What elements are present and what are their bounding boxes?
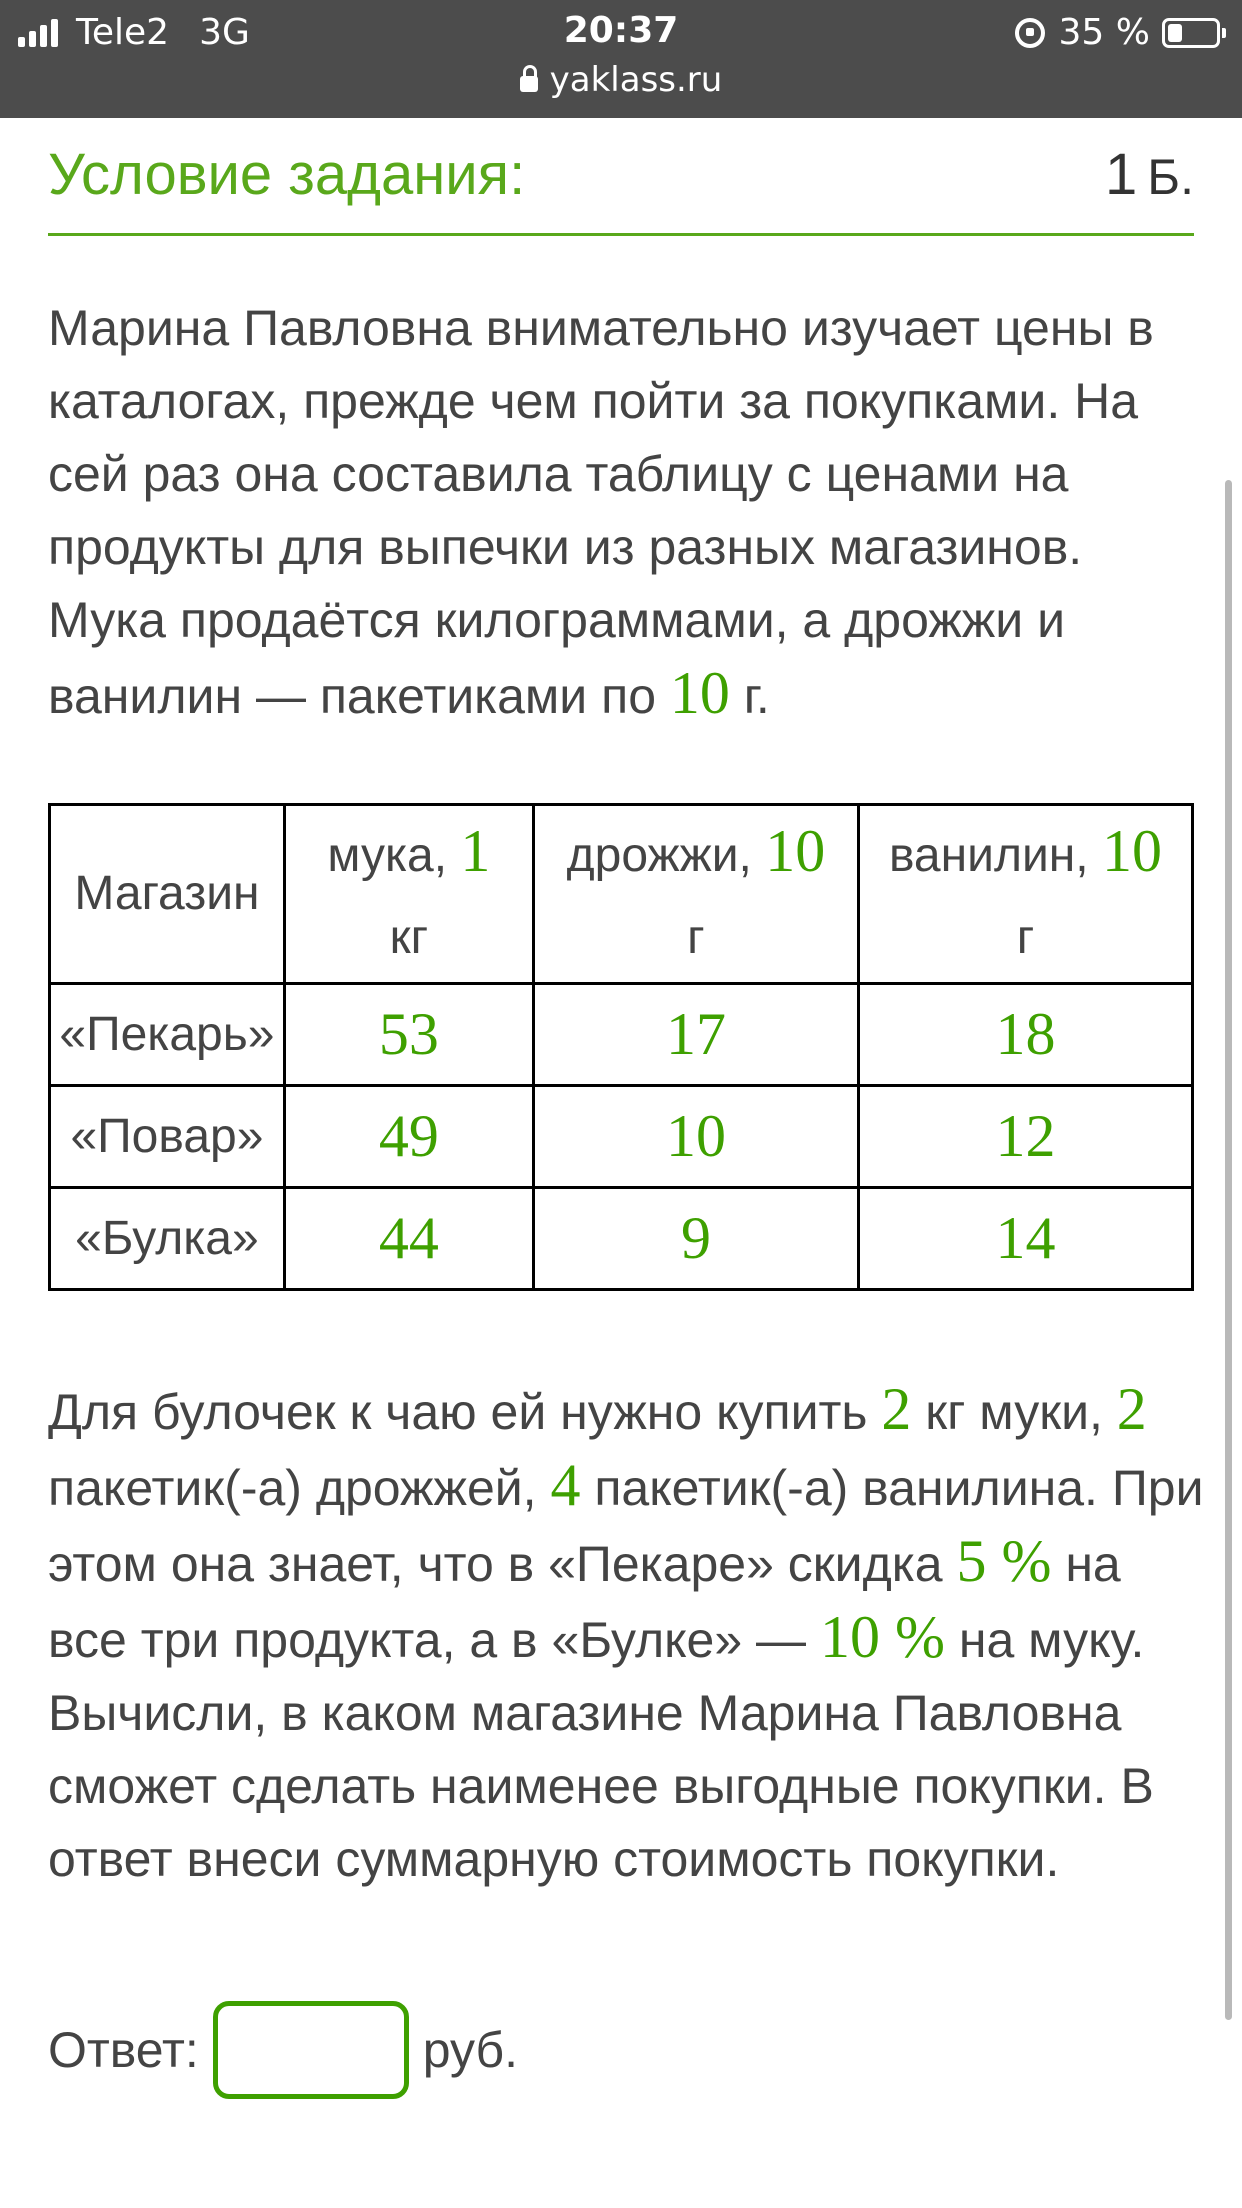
table-header-row [50,805,1193,984]
discount-pekar: 5 % [956,1528,1052,1594]
network-type: 3G [199,12,250,53]
header-yeast [533,805,858,984]
points [1105,141,1194,208]
table-row [50,1188,1193,1290]
answer-input[interactable] [213,2001,409,2099]
cell-flour: 53 [284,984,533,1086]
pack-unit: г. [729,668,770,724]
problem-text-3: пакетик(-а) дрожжей, [48,1460,551,1516]
answer-label: Ответ: [48,2022,199,2078]
cell-flour: 44 [284,1188,533,1290]
status-bar-right [1015,12,1220,53]
problem-text-5: на все три продукта, а в «Булке» — [48,1536,1121,1668]
cell-vanilla: 12 [858,1086,1192,1188]
points-value: 1 [1105,142,1138,207]
battery-level [1168,24,1182,42]
pack-size: 10 [669,660,730,726]
header-vanilla [858,805,1192,984]
clock: 20:37 [563,10,679,51]
rotation-lock-icon [1015,18,1045,48]
lock-icon [520,76,538,92]
header-flour-num: 1 [460,817,491,884]
problem-text-1: Для булочек к чаю ей нужно купить [48,1384,882,1440]
cell-store: «Повар» [50,1086,285,1188]
cell-yeast: 10 [533,1086,858,1188]
cell-flour: 49 [284,1086,533,1188]
cell-store: «Булка» [50,1188,285,1290]
header-flour [284,805,533,984]
vanilla-packs: 4 [550,1452,581,1518]
points-unit: Б. [1147,149,1194,205]
intro-text: Марина Павловна внимательно изучает цены в каталогах, прежде чем пойти за покупками. На сей раз она составила таблицу с ценами на продукты для выпечки из разных магазинов. Мука продаётся килограммами, а дрожжи и ванилин — пакетиками по [48,300,1154,724]
scrollbar[interactable] [1225,480,1232,2020]
battery-percent: 35 % [1058,12,1150,53]
price-table [48,803,1194,1291]
problem-paragraph [48,1373,1208,1896]
address-bar[interactable] [0,60,1242,100]
intro-paragraph [48,292,1208,733]
header-flour-label: мука, [327,828,461,882]
cell-yeast: 9 [533,1188,858,1290]
header-yeast-unit: г [687,910,705,964]
problem-text-2: кг муки, [911,1384,1117,1440]
discount-bulka: 10 % [819,1604,945,1670]
task-title: Условие задания: [48,142,526,207]
header-store [50,805,285,984]
answer-unit: руб. [422,2022,519,2078]
table-row [50,984,1193,1086]
table-row [50,1086,1193,1188]
problem-text-4: пакетик(-а) ванилина. При этом она знает, что в «Пекаре» скидка [48,1460,1204,1592]
answer-row [48,1995,518,2105]
battery-icon [1162,18,1220,48]
header-vanilla-num: 10 [1101,817,1162,884]
cell-store: «Пекарь» [50,984,285,1086]
header-store-label: Магазин [74,867,260,920]
cell-vanilla: 18 [858,984,1192,1086]
cell-yeast: 17 [533,984,858,1086]
header-vanilla-unit: г [1016,910,1035,964]
status-bar [0,0,1242,118]
header-vanilla-label: ванилин, [888,828,1102,882]
header-yeast-num: 10 [765,817,826,884]
cell-vanilla: 14 [858,1188,1192,1290]
url-text: yaklass.ru [549,60,723,100]
header-yeast-label: дрожжи, [566,828,766,882]
carrier-name: Tele2 [76,12,170,53]
yeast-packs: 2 [1116,1376,1147,1442]
task-header [48,135,1194,236]
flour-kg: 2 [881,1376,912,1442]
problem-text-6: на муку. Вычисли, в каком магазине Марина Павловна сможет сделать наименее выгодные покупки. В ответ внеси суммарную стоимость покупки. [48,1612,1154,1887]
header-flour-unit: кг [389,910,429,964]
